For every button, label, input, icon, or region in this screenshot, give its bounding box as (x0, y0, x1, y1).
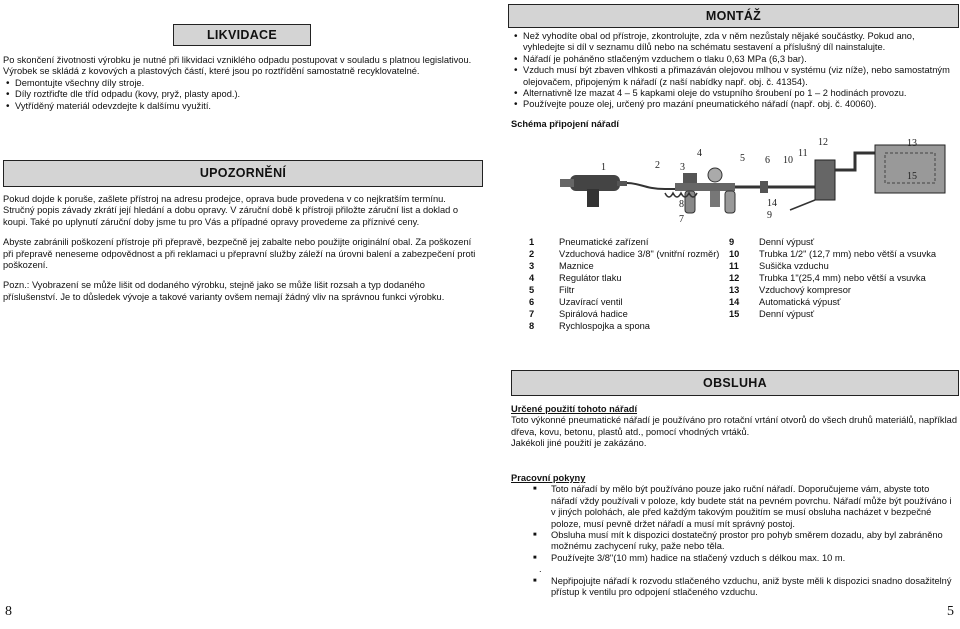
table-row (729, 272, 940, 284)
diagram-label: 1 (601, 162, 606, 173)
list-item: • Alternativně lze mazat 4 – 5 kapkami oleje do vstupního šroubení po 1 – 2 hodinách provozu. (511, 88, 957, 99)
list-item: ■ Obsluha musí mít k dispozici dostatečný prostor pro pohyb směrem dozadu, aby byl zabráněno možnému zachycení ruky, paže nebo těla. (531, 530, 957, 553)
obsluha-para-1b: Jakékoli jiné použití je zakázáno. (511, 438, 647, 449)
obsluha-subtitle-instructions: Pracovní pokyny (511, 473, 586, 483)
list-item: • Než vyhodíte obal od přístroje, zkontrolujte, zda v něm nezůstaly nějaké součástky. Pokud ano, vyhledejte si díl v seznamu dílů nebo na schématu sestavení a příslušný díl nainstalujte. (511, 31, 957, 54)
upozorneni-para-2: Abyste zabránili poškození přístroje při přepravě, bezpečně jej zabalte nebo použijte originální obal. Za poškození při přepravě neneseme odpovědnost a při reklamaci u přepravní služby záleží na úrovni balení a zabezpečení proti poškození. (3, 237, 476, 271)
obsluha-subtitle-use: Určené použití tohoto nářadí (511, 404, 638, 414)
table-row (529, 260, 723, 272)
part-name: Sušička vzduchu (759, 261, 829, 271)
upozorneni-section (3, 194, 477, 303)
part-number: 1 (529, 237, 535, 247)
part-name: Regulátor tlaku (559, 273, 622, 283)
part-number: 14 (729, 297, 740, 307)
part-number: 11 (729, 261, 739, 271)
likvidace-list (3, 78, 477, 112)
table-row (729, 308, 940, 320)
diagram-label: 6 (765, 155, 770, 166)
montaz-heading: MONTÁŽ (508, 4, 959, 28)
part-number: 9 (729, 237, 735, 247)
part-number: 7 (529, 309, 535, 319)
obsluha-heading: OBSLUHA (511, 370, 959, 396)
upozorneni-para-3: Pozn.: Vyobrazení se může lišit od dodaného výrobku, stejně jako se může lišit rozsah a typ dodaného příslušenství. Je to důsledek vývoje a takové varianty ovšem nemají žádný vliv na správnou funkci výrobku. (3, 280, 445, 302)
part-name: Denní výpusť (759, 237, 815, 247)
table-row (729, 284, 940, 296)
list-item: ■ Používejte 3/8"(10 mm) hadice na stlačený vzduch s délkou max. 10 m. (531, 553, 957, 564)
part-number: 15 (729, 309, 740, 319)
schema-title: Schéma připojení nářadí (511, 118, 619, 129)
list-item: ■ Nepřipojujte nářadí k rozvodu stlačeného vzduchu, aniž byste měli k dispozici snadno dosažitelný přístup k ventilu pro odpojení stlačeného vzduchu. (531, 576, 957, 599)
table-row (529, 236, 723, 248)
page-number-left: 8 (5, 604, 12, 619)
diagram-label: 2 (655, 160, 660, 171)
part-number: 8 (529, 321, 535, 331)
auto-drain (790, 200, 815, 210)
obsluha-instructions (511, 473, 957, 598)
part-name: Automatická výpusť (759, 297, 841, 307)
diagram-label: 10 (783, 155, 793, 166)
table-row (529, 308, 723, 320)
part-number: 6 (529, 297, 535, 307)
list-item: • Nářadí je poháněno stlačeným vzduchem o tlaku 0,63 MPa (6,3 bar). (511, 54, 957, 65)
likvidace-intro: Po skončení životnosti výrobku je nutné při likvidaci vzniklého odpadu postupovat v souladu s platnou legislativou. Výrobek se skládá z kovových a plastových částí, které jsou po roztřídění samostatně recyklovatelné. (3, 55, 472, 77)
part-name: Vzduchový kompresor (759, 285, 851, 295)
table-row (729, 248, 940, 260)
table-row (729, 236, 940, 248)
diagram-label: 13 (907, 138, 917, 149)
shutoff-valve (760, 181, 768, 193)
part-number: 12 (729, 273, 740, 283)
part-name: Denní výpusť (759, 309, 815, 319)
frl-unit (675, 168, 735, 213)
diagram-label: 3 (680, 162, 685, 173)
list-item: • Díly roztřiďte dle tříd odpadu (kovy, pryž, plasty apod.). (3, 89, 477, 100)
diagram-label: 14 (767, 198, 777, 209)
list-item: • Vzduch musí být zbaven vlhkosti a přimazáván olejovou mlhou v systému (viz níže), nebo samostatným olejovačem, připojeným k nářadí (z naší nabídky např. obj. č. 41354). (511, 65, 957, 88)
montaz-section (511, 31, 957, 130)
upozorneni-heading: UPOZORNĚNÍ (3, 160, 483, 187)
part-name: Trubka 1"(25,4 mm) nebo větší a vsuvka (759, 273, 926, 283)
diagram-label: 8 (679, 199, 684, 210)
part-name: Vzduchová hadice 3/8" (vnitřní rozměr) (559, 249, 720, 259)
table-row (529, 296, 723, 308)
part-name: Maznice (559, 261, 594, 271)
part-number: 5 (529, 285, 535, 295)
list-item: • Používejte pouze olej, určený pro mazání pneumatického nářadí (např. obj. č. 40060). (511, 99, 957, 110)
part-name: Pneumatické zařízení (559, 237, 649, 247)
diagram-label: 5 (740, 153, 745, 164)
part-name: Uzavírací ventil (559, 297, 623, 307)
part-number: 10 (729, 249, 740, 259)
parts-list-right (729, 236, 940, 320)
diagram-label: 11 (798, 148, 808, 159)
table-row (529, 284, 723, 296)
likvidace-heading: LIKVIDACE (173, 24, 311, 46)
table-row (529, 248, 723, 260)
table-row (729, 260, 940, 272)
pipe-12 (835, 153, 875, 170)
part-number: 2 (529, 249, 535, 259)
diagram-label: 12 (818, 137, 828, 148)
diagram-label: 4 (697, 148, 702, 159)
part-number: 4 (529, 273, 535, 283)
part-name: Spirálová hadice (559, 309, 628, 319)
obsluha-intended-use (511, 404, 957, 450)
table-row (529, 320, 723, 332)
stray-dot: . (539, 564, 542, 575)
air-dryer (815, 160, 835, 200)
list-item: ■ Toto nářadí by mělo být používáno pouze jako ruční nářadí. Doporučujeme vám, abyste toto nářadí vždy používali v poloze, kdy budete stát na pevném povrchu. Nářadí může být používáno i v jiných polohách, ale před každým takovým použitím se musí obsluha nacházet v bezpečné poloze, musí pevně držet nářadí a musí mít správný postoj. (531, 484, 957, 530)
diagram-label: 7 (679, 214, 684, 225)
list-item: • Demontujte všechny díly stroje. (3, 78, 477, 89)
instructions-list (511, 484, 957, 564)
likvidace-section (3, 55, 477, 112)
connection-diagram (515, 135, 955, 230)
pneumatic-drill-icon (560, 175, 627, 207)
table-row (529, 272, 723, 284)
montaz-list (511, 31, 957, 111)
air-hose (627, 183, 675, 189)
part-name: Filtr (559, 285, 575, 295)
part-name: Rychlospojka a spona (559, 321, 650, 331)
page-number-right: 5 (947, 604, 954, 619)
part-number: 13 (729, 285, 740, 295)
obsluha-para-1: Toto výkonné pneumatické nářadí je používáno pro rotační vrtání otvorů do všech druhů materiálů, například dřeva, kovu, betonu, plastů atd., pomocí vhodných vrtáků. (511, 415, 957, 437)
part-name: Trubka 1/2" (12,7 mm) nebo větší a vsuvka (759, 249, 937, 259)
parts-list-left (529, 236, 723, 332)
diagram-label: 15 (907, 171, 917, 182)
list-item: • Vytříděný materiál odevzdejte k dalšímu využití. (3, 101, 477, 112)
part-number: 3 (529, 261, 535, 271)
upozorneni-para-1: Pokud dojde k poruše, zašlete přístroj na adresu prodejce, oprava bude provedena v co nejkratším termínu. Stručný popis závady zkrátí její hledání a dobu opravy. V záruční době k přístroji přiložte záruční list a doklad o koupi. Také po uplynutí záruční doby jsme tu pro Vás a případné opravy provedeme za příznivé ceny. (3, 194, 459, 227)
diagram-label: 9 (767, 210, 772, 221)
table-row (729, 296, 940, 308)
instructions-list-2 (511, 576, 957, 599)
